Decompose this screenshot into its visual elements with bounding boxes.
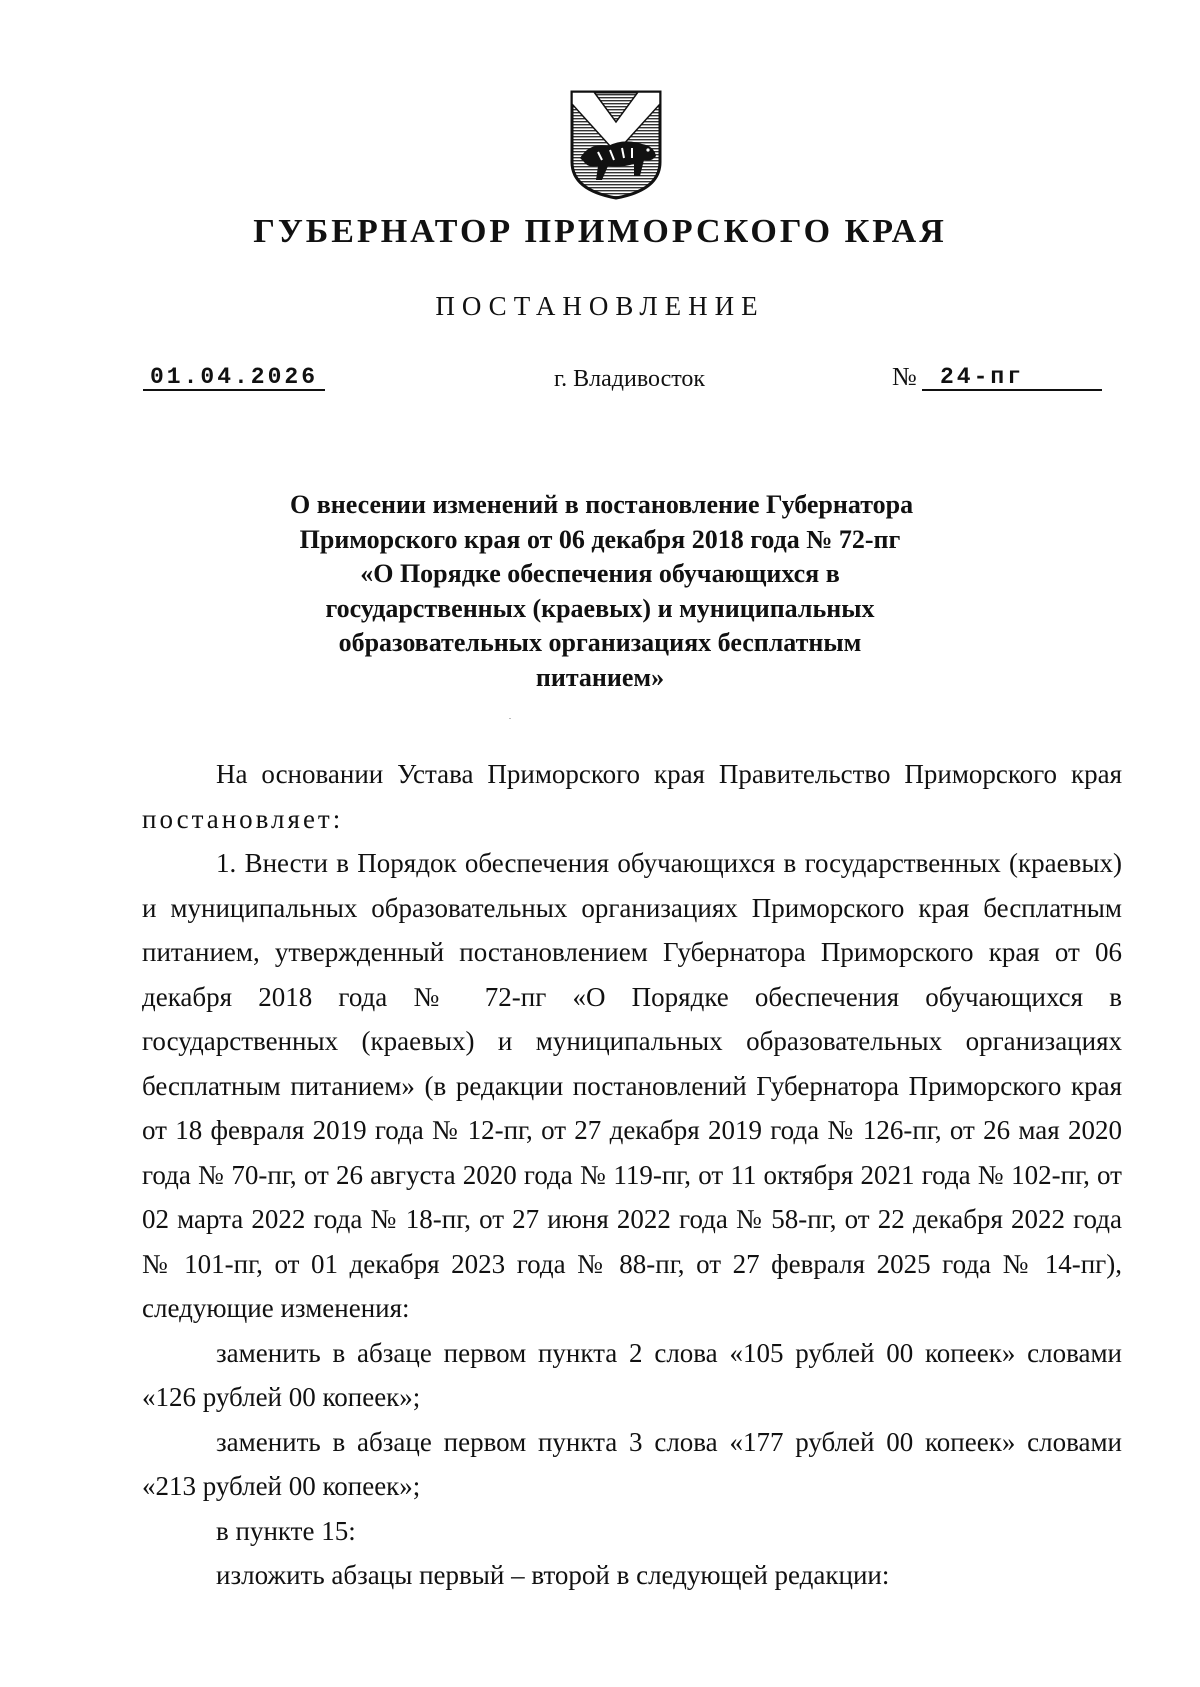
basis-text: На основании Устава Приморского края Правительство Приморского края <box>216 759 1122 789</box>
paragraph-new-wording: изложить абзацы первый – второй в следующей редакции: <box>216 1560 890 1590</box>
document-type: ПОСТАНОВЛЕНИЕ <box>435 291 765 321</box>
number-sign: № <box>892 362 917 391</box>
paragraph-item-1: 1. Внести в Порядок обеспечения обучающихся в государственных (краевых) и муниципальных образовательных организациях Приморского края бесплатным питанием, утвержденный постановлением Губернатора Приморского края от 06 декабря 2018 года № 72-пг «О Порядке обеспечения обучающихся в государственных (краевых) и муниципальных образовательных организациях бесплатным питанием» (в редакции постановлений Губернатора Приморского края от 18 февраля 2019 года № 12-пг, от 27 декабря 2019 года № 126-пг, от 26 мая 2020 года № 70-пг, от 26 августа 2020 года № 119-пг, от 11 октября 2021 года № 102-пг, от 02 марта 2022 года № 18-пг, от 27 июня 2022 года № 58-пг, от 22 декабря 2022 года № 101-пг, от 01 декабря 2023 года № 88-пг, от 27 февраля 2025 года № 14-пг), следующие изменения: <box>142 848 1122 1323</box>
resolves-word: постановляет: <box>142 803 344 834</box>
issuing-authority: ГУБЕРНАТОР ПРИМОРСКОГО КРАЯ <box>253 213 947 250</box>
title-line: государственных (краевых) и муниципальных <box>325 593 875 623</box>
title-line: образовательных организациях бесплатным <box>338 628 862 657</box>
title-line: питанием» <box>535 662 665 692</box>
date-underline <box>143 389 325 391</box>
paragraph-change-point-2: заменить в абзаце первом пункта 2 слова «105 рублей 00 копеек» словами «126 рублей 00 копеек»; <box>142 1337 1122 1412</box>
document-title <box>290 488 914 695</box>
paragraph-change-point-3: заменить в абзаце первом пункта 3 слова «177 рублей 00 копеек» словами «213 рублей 00 копеек»; <box>142 1426 1122 1501</box>
title-line: О внесении изменений в постановление Губернатора <box>290 490 914 519</box>
document-date: 01.04.2026 <box>149 364 319 390</box>
paragraph-basis <box>142 752 1122 841</box>
document-body <box>142 752 1122 1598</box>
paragraph-point-15: в пункте 15: <box>216 1515 356 1546</box>
number-underline <box>922 389 1102 391</box>
scan-speck <box>509 718 511 719</box>
title-line: «О Порядке обеспечения обучающихся в <box>360 559 840 588</box>
primorsky-krai-coat-of-arms-icon <box>568 88 664 200</box>
title-line: Приморского края от 06 декабря 2018 года № 72-пг <box>299 524 901 554</box>
document-city: г. Владивосток <box>554 366 706 392</box>
document-number: 24-пг <box>940 364 1025 390</box>
